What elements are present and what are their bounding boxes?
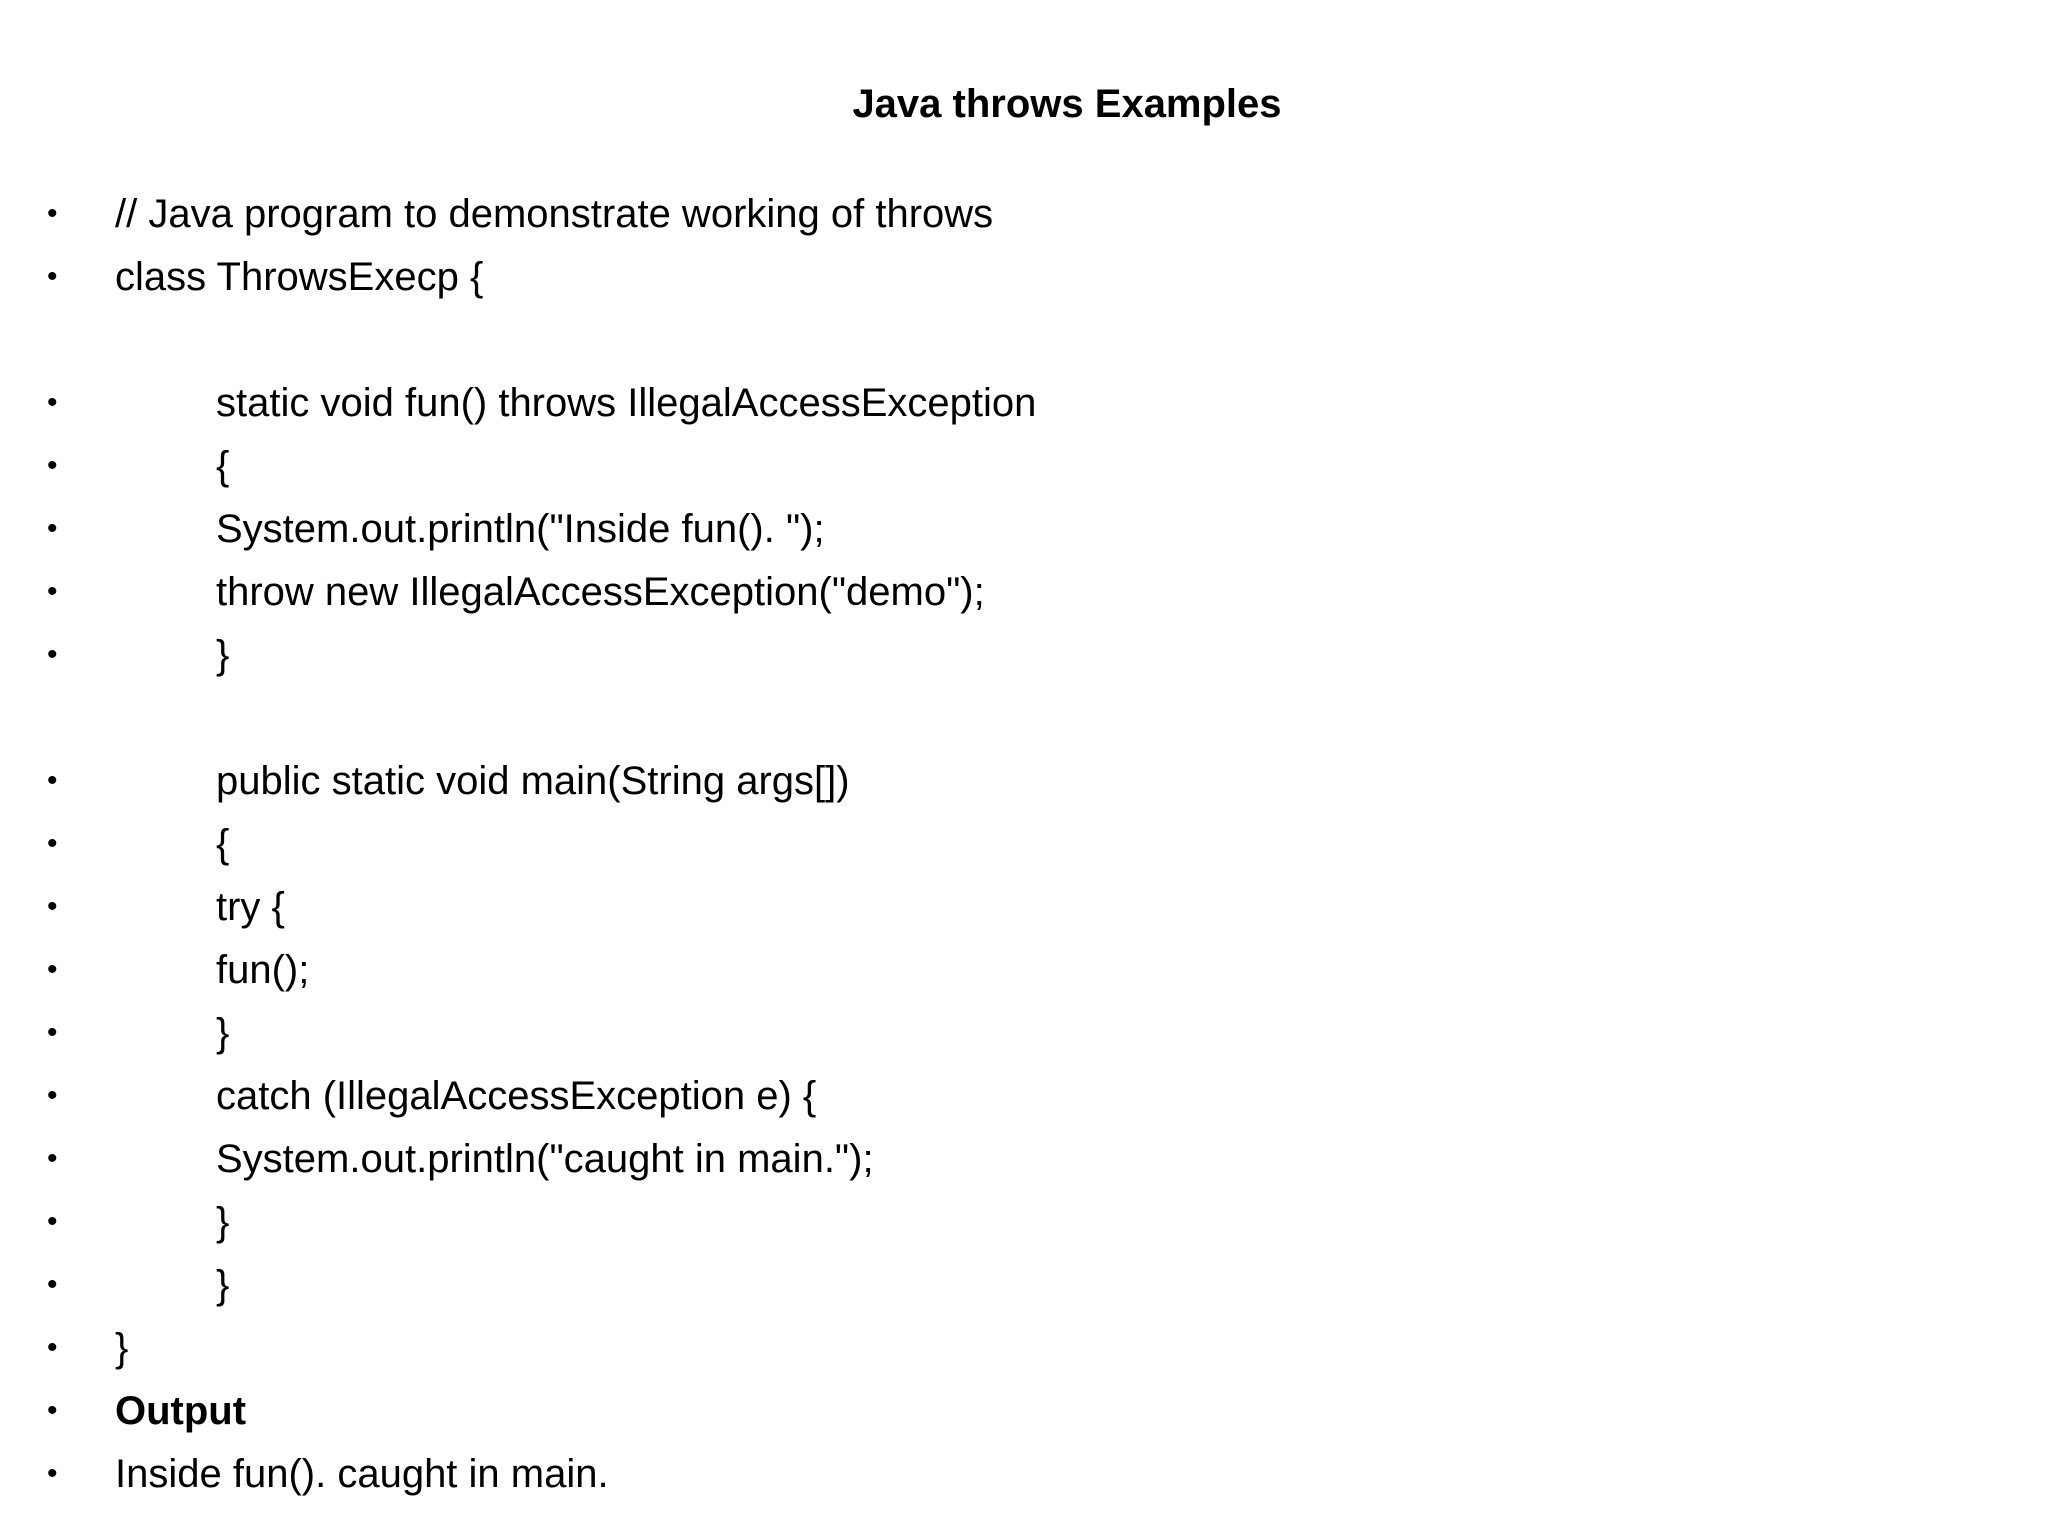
- list-item-text: {: [216, 444, 230, 488]
- list-item-text: }: [115, 1326, 129, 1370]
- list-item: [0, 1196, 2048, 1248]
- list-item-text: // Java program to demonstrate working of throws: [115, 192, 994, 236]
- list-item-text: catch (IllegalAccessException e) {: [216, 1074, 817, 1118]
- bullet-icon: •: [47, 1457, 58, 1490]
- list-item: [0, 1448, 2048, 1500]
- bullet-icon: •: [47, 1205, 58, 1238]
- bullet-icon: •: [47, 764, 58, 797]
- bullet-icon: •: [47, 890, 58, 923]
- list-item: [0, 377, 2048, 429]
- list-item: [0, 1070, 2048, 1122]
- list-item-text: }: [216, 1263, 230, 1307]
- bullet-icon: •: [47, 1394, 58, 1427]
- list-item-text: }: [216, 1011, 230, 1055]
- bullet-icon: •: [47, 1016, 58, 1049]
- list-item-text: fun();: [216, 948, 310, 992]
- list-item: [0, 944, 2048, 996]
- bullet-icon: •: [47, 575, 58, 608]
- list-item-text: {: [216, 822, 230, 866]
- list-item-text: try {: [216, 885, 285, 929]
- list-item-text: public static void main(String args[]): [216, 759, 850, 803]
- list-item-text: static void fun() throws IllegalAccessException: [216, 381, 1037, 425]
- bullet-icon: •: [47, 512, 58, 545]
- list-item: [0, 1133, 2048, 1185]
- bullet-icon: •: [47, 386, 58, 419]
- bullet-icon: •: [47, 827, 58, 860]
- list-item-text: System.out.println("caught in main.");: [216, 1137, 874, 1181]
- bullet-icon: •: [47, 449, 58, 482]
- bullet-icon: •: [47, 1331, 58, 1364]
- list-item-text: class ThrowsExecp {: [115, 255, 484, 299]
- list-item: [0, 440, 2048, 492]
- list-item: [0, 1007, 2048, 1059]
- list-item-text: System.out.println("Inside fun(). ");: [216, 507, 825, 551]
- bullet-icon: •: [47, 1268, 58, 1301]
- bullet-icon: •: [47, 1142, 58, 1175]
- list-item: [0, 818, 2048, 870]
- bullet-icon: •: [47, 197, 58, 230]
- list-item: [0, 629, 2048, 681]
- bullet-icon: •: [47, 638, 58, 671]
- list-item: [0, 881, 2048, 933]
- list-item: [0, 1259, 2048, 1311]
- list-item: [0, 188, 2048, 240]
- list-item-text: }: [216, 1200, 230, 1244]
- list-item-text: }: [216, 633, 230, 677]
- output-text: Inside fun(). caught in main.: [115, 1452, 609, 1496]
- list-item: [0, 1322, 2048, 1374]
- list-item-text: throw new IllegalAccessException("demo");: [216, 570, 985, 614]
- bullet-icon: •: [47, 260, 58, 293]
- slide-title: Java throws Examples: [852, 82, 1282, 126]
- output-heading: Output: [115, 1389, 247, 1433]
- list-item: [0, 1385, 2048, 1437]
- list-item: [0, 251, 2048, 303]
- bullet-icon: •: [47, 953, 58, 986]
- list-item: [0, 503, 2048, 555]
- list-item: [0, 755, 2048, 807]
- bullet-icon: •: [47, 1079, 58, 1112]
- list-item: [0, 566, 2048, 618]
